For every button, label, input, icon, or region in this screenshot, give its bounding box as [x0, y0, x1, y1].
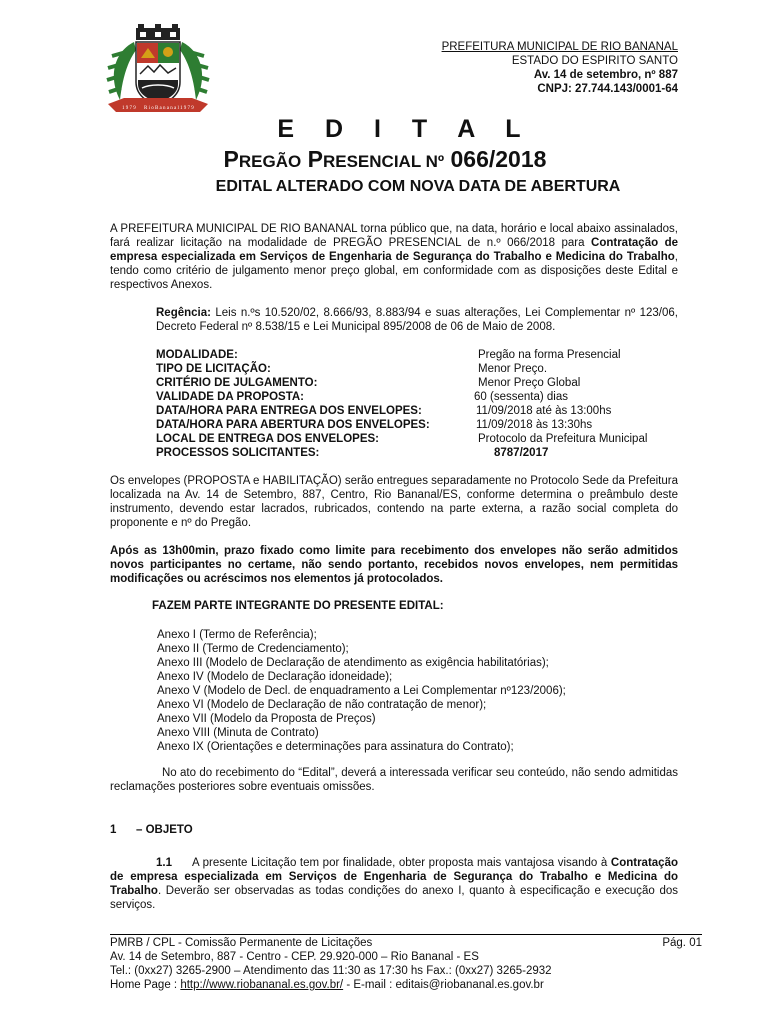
detail-row: DATA/HORA PARA ENTREGA DOS ENVELOPES: 11/09/2018 até às 13:00hs — [156, 405, 612, 417]
municipal-crest-icon — [104, 22, 212, 118]
list-item: Anexo V (Modelo de Decl. de enquadramento a Lei Complementar nº123/2006); — [157, 685, 566, 697]
annexes-list — [157, 628, 566, 754]
page-footer — [110, 934, 702, 992]
header-estado: ESTADO DO ESPIRITO SANTO — [511, 55, 678, 67]
homepage-link[interactable]: http://www.riobananal.es.gov.br/ — [180, 979, 344, 991]
footer-commission: PMRB / CPL - Comissão Permanente de Licitações — [110, 937, 373, 949]
header-prefeitura: PREFEITURA MUNICIPAL DE RIO BANANAL — [441, 41, 678, 53]
list-item: Anexo IX (Orientações e determinações para assinatura do Contrato); — [157, 741, 514, 753]
page-number: Pág. 01 — [662, 937, 702, 949]
section-objeto-heading: 1 – OBJETO — [110, 824, 193, 836]
deadline-paragraph: Após as 13h00min, prazo fixado como limite para recebimento dos envelopes não serão admitidos novos participantes no certame, não sendo portanto, recebidos novos envelopes, nem permitidas modificações ou acréscimos nos elementos já protocolados. — [110, 545, 678, 585]
svg-text:1 9 7 9: 1 9 7 9 — [180, 106, 194, 111]
title-edital: E D I T A L — [277, 115, 533, 143]
annexes-heading: FAZEM PARTE INTEGRANTE DO PRESENTE EDITAL: — [152, 600, 444, 612]
detail-row: MODALIDADE: Pregão na forma Presencial — [156, 349, 621, 361]
list-item: Anexo III (Modelo de Declaração de atendimento as exigência habilitatórias); — [157, 657, 549, 669]
header-cnpj: CNPJ: 27.744.143/0001-64 — [537, 83, 678, 95]
intro-paragraph: A PREFEITURA MUNICIPAL DE RIO BANANAL torna público que, na data, horário e local abaixo assinalados, fará realizar licitação na modalidade de PREGÃO PRESENCIAL de n.º 066/2018 para Contratação de empresa especializada em Serviços de Engenharia de Segurança do Trabalho e Medicina do Trabalho, tendo como critério de julgamento menor preço global, em conformidade com as disposições deste Edital e respectivos Anexos. — [110, 223, 679, 291]
list-item: Anexo VIII (Minuta de Contrato) — [157, 727, 319, 739]
footer-address: Av. 14 de Setembro, 887 - Centro - CEP. 29.920-000 – Rio Bananal - ES — [110, 951, 479, 963]
detail-row: PROCESSOS SOLICITANTES: 8787/2017 — [156, 447, 549, 459]
svg-text:R i o B a n a n a l: R i o B a n a n a l — [144, 106, 179, 111]
title-edital-alterado: EDITAL ALTERADO COM NOVA DATA DE ABERTURA — [215, 178, 621, 195]
envelopes-paragraph: Os envelopes (PROPOSTA e HABILITAÇÃO) serão entregues separadamente no Protocolo Sede da Prefeitura localizada na Av. 14 de Setembro, 887, Centro, Rio Bananal/ES, conforme determina o preâmbulo deste instrumento, devendo estar lacrados, rubricados, contendo na parte externa, a razão social completa do proponente e nº do Pregão. — [110, 475, 678, 529]
list-item: Anexo I (Termo de Referência); — [157, 629, 317, 641]
svg-text:1 9 7 9: 1 9 7 9 — [122, 106, 136, 111]
detail-row: CRITÉRIO DE JULGAMENTO: Menor Preço Global — [156, 377, 581, 389]
list-item: Anexo IV (Modelo de Declaração idoneidade); — [157, 671, 393, 683]
list-item: Anexo II (Termo de Credenciamento); — [157, 643, 349, 655]
footer-contact: Home Page : http://www.riobananal.es.gov.br/ - E-mail : editais@riobananal.es.gov.br — [110, 979, 544, 991]
detail-row: TIPO DE LICITAÇÃO: Menor Preço. — [156, 363, 548, 375]
header-address: Av. 14 de setembro, nº 887 — [533, 69, 678, 81]
item-1-1-paragraph: 1.1 A presente Licitação tem por finalidade, obter proposta mais vantajosa visando à Contratação de empresa especializada em Serviços de Engenharia de Segurança do Trabalho e Medicina do Trabalho. Deverão ser observadas as todas condições do anexo I, quanto à especificação e execução dos serviços. — [110, 857, 678, 911]
title-pregao: PREGÃO PRESENCIAL Nº 066/2018 — [223, 146, 547, 172]
detail-row: VALIDADE DA PROPOSTA: 60 (sessenta) dias — [156, 391, 568, 403]
detail-row: LOCAL DE ENTREGA DOS ENVELOPES: Protocolo da Prefeitura Municipal — [156, 433, 648, 445]
detail-row: DATA/HORA PARA ABERTURA DOS ENVELOPES: 11/09/2018 às 13:30hs — [156, 419, 593, 431]
regencia-paragraph: Regência: Leis n.ºs 10.520/02, 8.666/93, 8.883/94 e suas alterações, Lei Complementar nº 123/06, Decreto Federal nº 8.538/15 e Lei Municipal 895/2008 de 06 de Maio de 2008. — [156, 307, 678, 333]
receipt-paragraph: No ato do recebimento do “Edital”, deverá a interessada verificar seu conteúdo, não sendo admitidas reclamações posteriores sobre eventuais omissões. — [110, 767, 678, 793]
list-item: Anexo VI (Modelo de Declaração de não contratação de menor); — [157, 699, 487, 711]
list-item: Anexo VII (Modelo da Proposta de Preços) — [157, 713, 376, 725]
details-list — [156, 348, 686, 460]
footer-phone: Tel.: (0xx27) 3265-2900 – Atendimento das 11:30 as 17:30 hs Fax.: (0xx27) 3265-2932 — [110, 965, 552, 977]
letterhead — [442, 40, 678, 96]
